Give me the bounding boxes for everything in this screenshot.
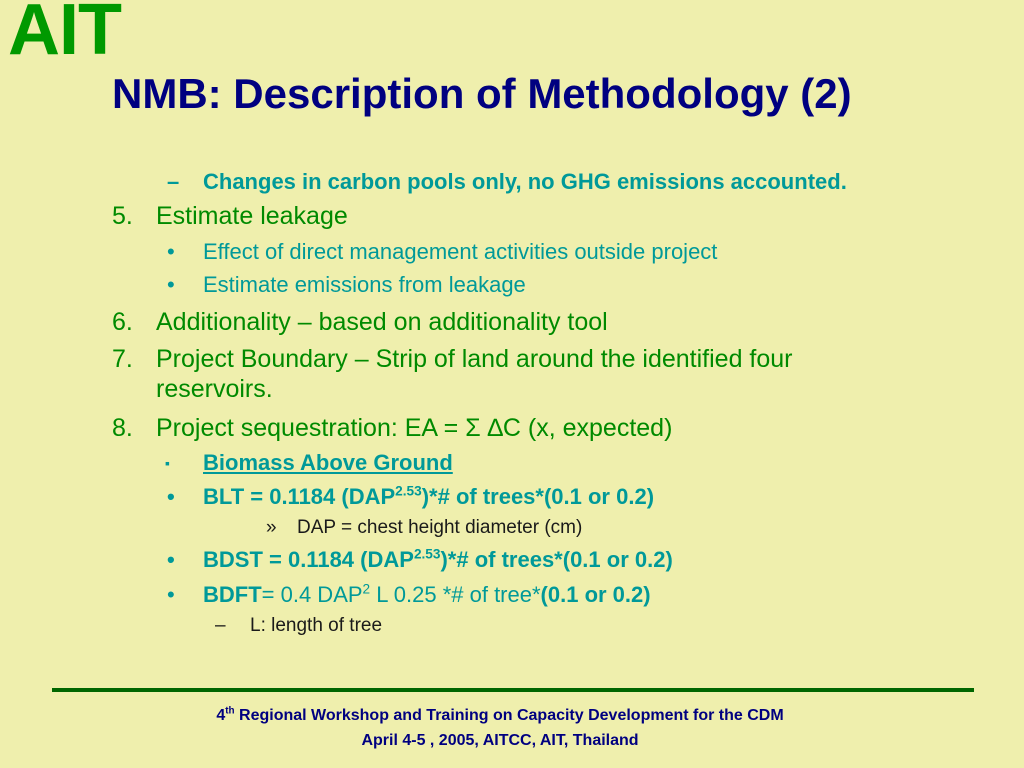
square-bullet-icon: ▪ [165,455,170,471]
formula-post: )*# of trees*(0.1 or 0.2) [440,547,673,572]
dash-marker: – [167,169,180,194]
list-item-text: Estimate leakage [156,202,348,230]
list-item-text: Effect of direct management activities outside project [203,239,718,264]
formula-text [203,547,673,573]
formula-bold-post: (0.1 or 0.2) [540,582,651,607]
formula-text [203,484,654,510]
number-marker: 6. [112,308,133,336]
bullet-marker: • [167,547,175,572]
list-item-text: Project Boundary – Strip of land around the identified four [156,345,793,373]
footer-ordinal: 4 [216,707,226,724]
formula-pre: BDST = 0.1184 (DAP [203,547,414,572]
list-item-text: Estimate emissions from leakage [203,272,526,297]
formula-exponent: 2 [362,581,371,597]
formula-exponent: 2.53 [413,546,441,562]
footer-event-name: Regional Workshop and Training on Capacity Development for the CDM [234,707,784,724]
formula-pre: BLT = 0.1184 (DAP [203,484,396,509]
list-item-text: Project sequestration: EA = Σ ∆C (x, expected) [156,414,673,442]
footer-divider [52,688,974,692]
formula-bold-pre: BDFT [203,582,262,607]
formula-mid: = 0.4 DAP [261,582,363,607]
list-item-text: Changes in carbon pools only, no GHG emissions accounted. [203,169,847,194]
bullet-marker: • [167,582,175,607]
bullet-marker: • [167,272,175,297]
formula-post: )*# of trees*(0.1 or 0.2) [421,484,655,509]
list-item-text: DAP = chest height diameter (cm) [297,517,583,538]
formula-text [203,582,651,608]
list-item-text: L: length of tree [250,615,383,636]
footer-line-1 [0,707,1000,725]
formula-mid: L 0.25 *# of tree* [370,582,541,607]
chevron-marker: » [266,517,277,538]
ait-logo: AIT [8,0,121,70]
list-item-text: Biomass Above Ground [203,450,453,475]
number-marker: 5. [112,202,133,230]
number-marker: 8. [112,414,133,442]
footer-line-2: April 4-5 , 2005, AITCC, AIT, Thailand [361,732,639,749]
formula-exponent: 2.53 [395,483,422,499]
bullet-marker: • [167,484,175,509]
bullet-marker: • [167,239,175,264]
footer-ordinal-suffix: th [225,705,235,717]
slide-title: NMB: Description of Methodology (2) [112,70,852,117]
dash-marker: – [215,615,226,636]
number-marker: 7. [112,345,133,373]
list-item-text: Additionality – based on additionality tool [156,308,608,336]
list-item-text: reservoirs. [156,375,273,403]
